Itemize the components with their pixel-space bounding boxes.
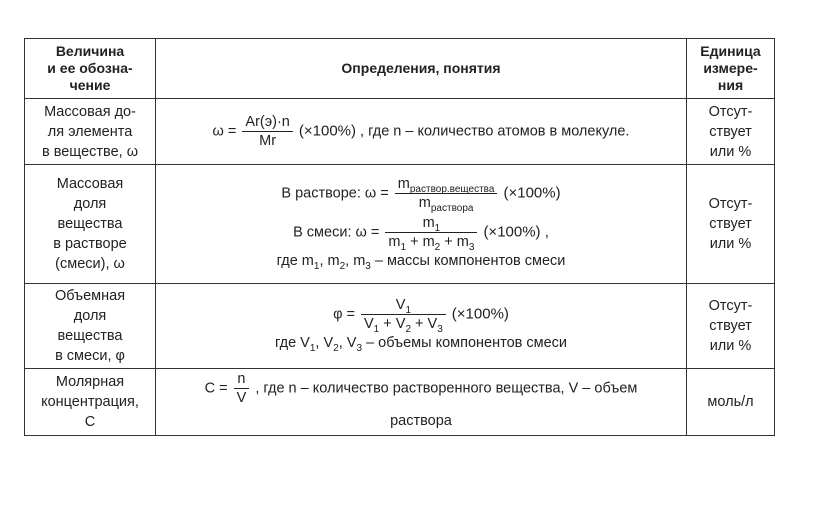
header-row <box>25 39 775 99</box>
header-definitions: Определения, понятия <box>156 39 687 99</box>
fraction <box>361 297 446 336</box>
fraction-numerator: $V_1$ <box>361 297 446 315</box>
concentration-formula <box>156 371 686 406</box>
fraction-denominator: $m_{раствора}$ <box>418 194 474 214</box>
fraction-numerator: $m_1$ <box>385 215 477 233</box>
definition-text: , где n – количество растворенного вещества, V – объем <box>255 380 638 397</box>
percent-multiplier: (×100%) <box>298 122 357 140</box>
definitions-table <box>24 38 775 436</box>
definition-cell <box>156 165 687 283</box>
fraction-denominator: $m_1 + m_2 + m_3$ <box>388 233 475 253</box>
table-row <box>25 283 775 368</box>
quantity-cell: Объемная доля вещества в смеси, φ <box>25 283 156 368</box>
fraction <box>234 371 250 406</box>
formula-lhs: ω = <box>355 224 380 241</box>
definition-text-continued: раствора <box>390 413 452 430</box>
unit-cell: Отсут- ствует или % <box>687 283 775 368</box>
table-row <box>25 99 775 165</box>
definition-cell <box>156 368 687 435</box>
mixture-label: В смеси: <box>293 224 352 241</box>
fraction <box>242 114 292 149</box>
fraction <box>385 214 477 253</box>
formula-lhs: φ = <box>333 306 355 323</box>
unit-cell: Отсут- ствует или % <box>687 99 775 165</box>
percent-multiplier: (×100%) <box>503 184 561 202</box>
mixture-formula <box>156 214 686 253</box>
fraction-denominator: Mr <box>259 133 277 150</box>
quantity-cell: Массовая до- ля элемента в веществе, ω <box>25 99 156 165</box>
fraction <box>395 175 498 214</box>
table-row <box>25 368 775 435</box>
volume-note: где $V_1$, $V_2$, $V_3$ – объемы компонентов смеси <box>274 335 568 355</box>
percent-multiplier: (×100%) , <box>483 223 549 241</box>
header-quantity: Величина и ее обозна- чение <box>25 39 156 99</box>
mixture-note: где $m_1$, $m_2$, $m_3$ – массы компонентов смеси <box>276 252 566 272</box>
solution-formula <box>156 175 686 214</box>
fraction-numerator: Ar(э)·n <box>242 114 292 132</box>
definition-cell <box>156 99 687 165</box>
table-row <box>25 165 775 283</box>
volume-formula <box>156 297 686 336</box>
header-unit: Единица измере- ния <box>687 39 775 99</box>
formula-lhs: ω = <box>364 185 389 202</box>
definition-cell <box>156 283 687 368</box>
fraction-denominator: $V_1 + V_2 + V_3$ <box>364 316 443 336</box>
formula-lhs: ω = <box>212 123 237 140</box>
percent-multiplier: (×100%) <box>451 305 509 323</box>
fraction-numerator: $m_{раствор.вещества}$ <box>395 176 498 194</box>
unit-cell: Отсут- ствует или % <box>687 165 775 283</box>
unit-cell: моль/л <box>687 368 775 435</box>
fraction-denominator: V <box>236 390 247 407</box>
formula-lhs: C = <box>204 380 228 397</box>
solution-label: В растворе: <box>281 185 361 202</box>
quantity-cell: Массовая доля вещества в растворе (смеси), ω <box>25 165 156 283</box>
definition-text: , где n – количество атомов в молекуле. <box>360 123 630 140</box>
quantity-cell: Молярная концентрация, C <box>25 368 156 435</box>
fraction-numerator: n <box>234 371 250 389</box>
